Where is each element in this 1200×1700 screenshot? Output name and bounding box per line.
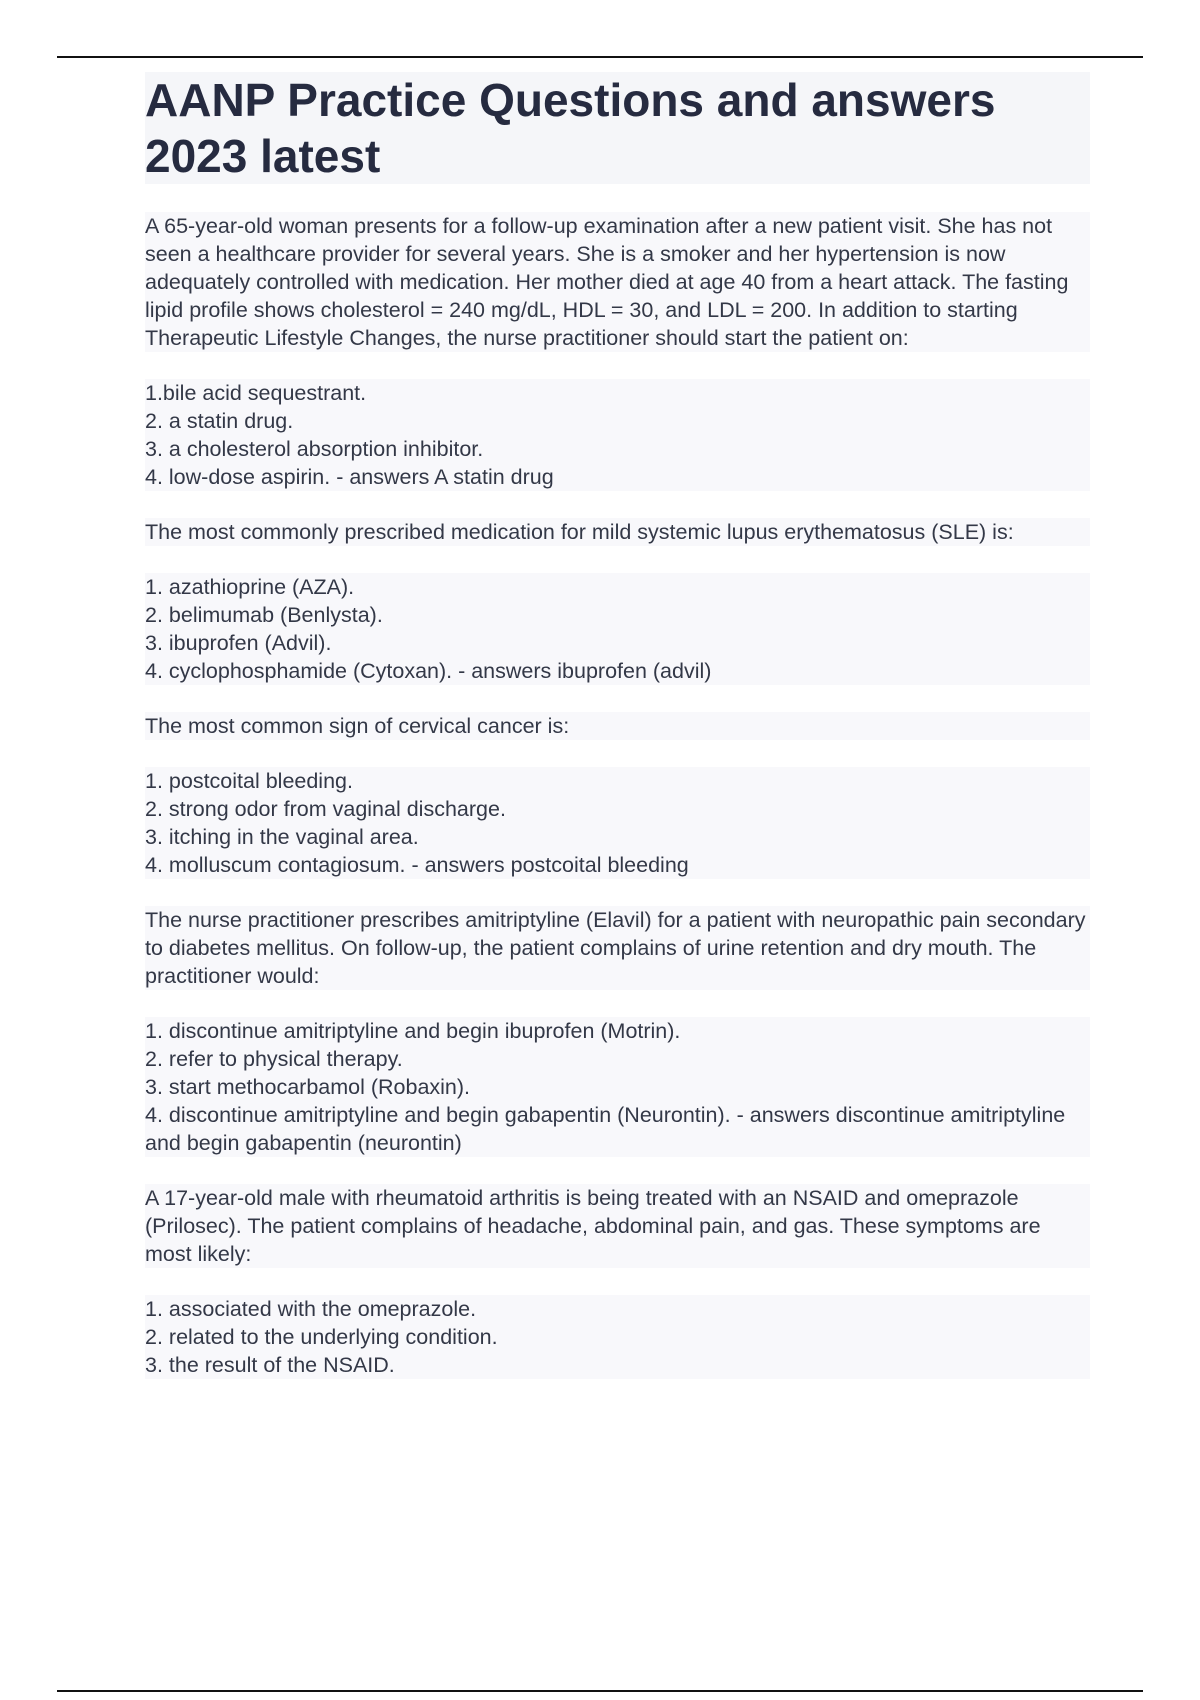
question-text: A 17-year-old male with rheumatoid arthritis is being treated with an NSAID and omeprazole (Prilosec). The patient complains of headache, abdominal pain, and gas. These symptoms are most likely: [145, 1184, 1090, 1268]
answer-option: 2. belimumab (Benlysta). [145, 601, 1090, 629]
answer-option: 2. strong odor from vaginal discharge. [145, 795, 1090, 823]
answer-option: 1. postcoital bleeding. [145, 767, 1090, 795]
answer-options [145, 1017, 1090, 1157]
answer-option: 4. molluscum contagiosum. - answers postcoital bleeding [145, 851, 1090, 879]
answer-options [145, 1295, 1090, 1379]
answer-option: 2. a statin drug. [145, 407, 1090, 435]
answer-option: 4. discontinue amitriptyline and begin gabapentin (Neurontin). - answers discontinue amitriptyline and begin gabapentin (neurontin) [145, 1101, 1090, 1157]
question-block [145, 906, 1090, 1157]
answer-option: 4. low-dose aspirin. - answers A statin drug [145, 463, 1090, 491]
answer-option: 1. discontinue amitriptyline and begin ibuprofen (Motrin). [145, 1017, 1090, 1045]
document-body [145, 72, 1090, 1406]
question-block [145, 518, 1090, 685]
answer-option: 1. azathioprine (AZA). [145, 573, 1090, 601]
answer-options [145, 573, 1090, 685]
question-block [145, 212, 1090, 491]
answer-option: 3. ibuprofen (Advil). [145, 629, 1090, 657]
answer-option: 3. itching in the vaginal area. [145, 823, 1090, 851]
answer-options [145, 379, 1090, 491]
question-text: The most commonly prescribed medication for mild systemic lupus erythematosus (SLE) is: [145, 518, 1090, 546]
page-title: AANP Practice Questions and answers 2023 latest [145, 74, 996, 182]
top-rule [57, 56, 1143, 58]
question-text: The most common sign of cervical cancer is: [145, 712, 1090, 740]
answer-option: 2. refer to physical therapy. [145, 1045, 1090, 1073]
answer-option: 3. the result of the NSAID. [145, 1351, 1090, 1379]
answer-option: 1.bile acid sequestrant. [145, 379, 1090, 407]
answer-options [145, 767, 1090, 879]
answer-option: 3. a cholesterol absorption inhibitor. [145, 435, 1090, 463]
question-block [145, 712, 1090, 879]
answer-option: 2. related to the underlying condition. [145, 1323, 1090, 1351]
answer-option: 4. cyclophosphamide (Cytoxan). - answers ibuprofen (advil) [145, 657, 1090, 685]
title-block [145, 72, 1090, 184]
question-block [145, 1184, 1090, 1379]
answer-option: 1. associated with the omeprazole. [145, 1295, 1090, 1323]
answer-option: 3. start methocarbamol (Robaxin). [145, 1073, 1090, 1101]
question-text: The nurse practitioner prescribes amitriptyline (Elavil) for a patient with neuropathic pain secondary to diabetes mellitus. On follow-up, the patient complains of urine retention and dry mouth. The practitioner would: [145, 906, 1090, 990]
question-text: A 65-year-old woman presents for a follow-up examination after a new patient visit. She has not seen a healthcare provider for several years. She is a smoker and her hypertension is now adequately controlled with medication. Her mother died at age 40 from a heart attack. The fasting lipid profile shows cholesterol = 240 mg/dL, HDL = 30, and LDL = 200. In addition to starting Therapeutic Lifestyle Changes, the nurse practitioner should start the patient on: [145, 212, 1090, 352]
bottom-rule [57, 1690, 1143, 1692]
